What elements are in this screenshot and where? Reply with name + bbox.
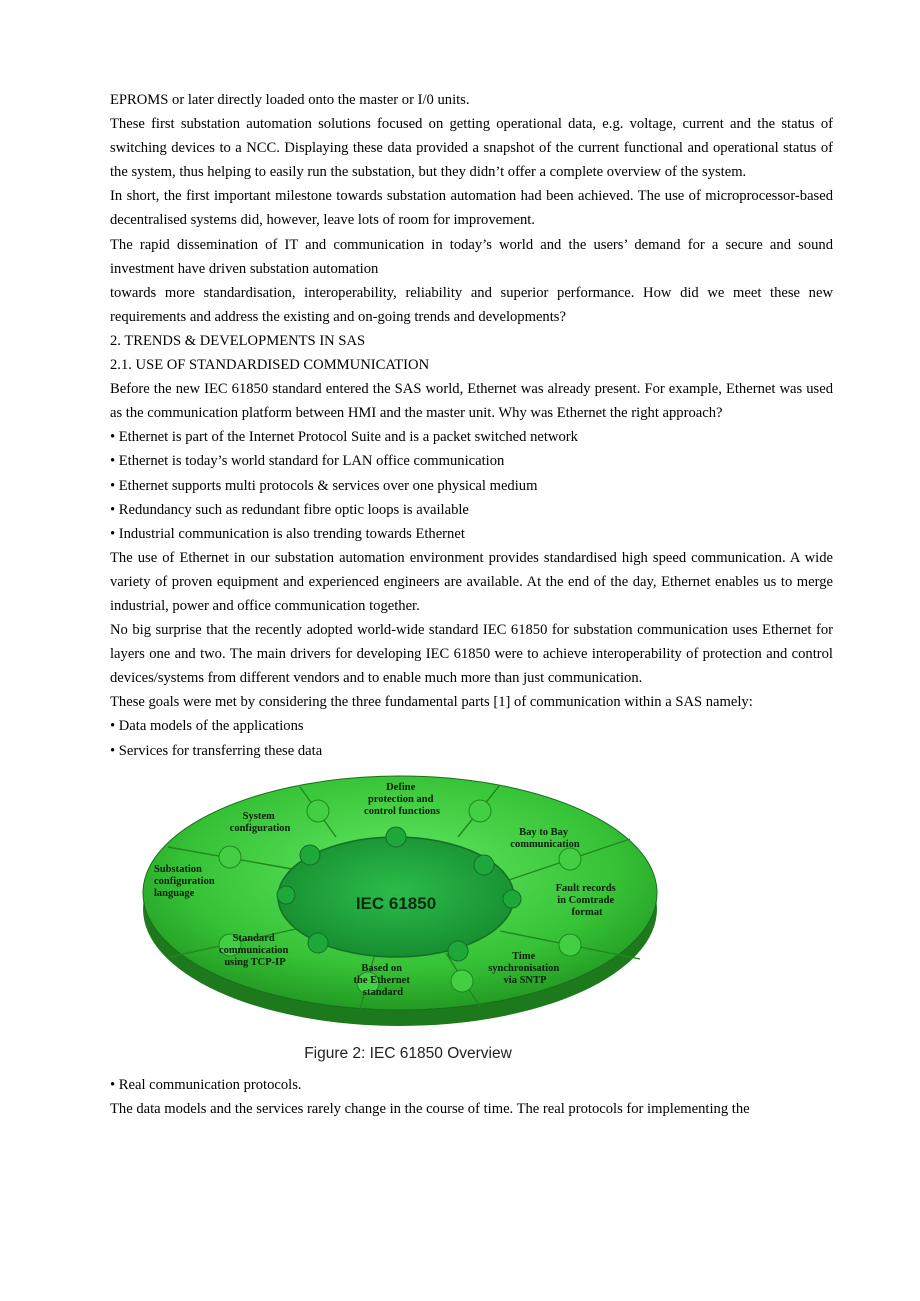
center-label: IEC 61850 — [355, 893, 437, 913]
paragraph: The rapid dissemination of IT and communication in today’s world and the users’ demand for a secure and sound investment have driven substation automation — [110, 236, 833, 277]
label-scl: Substation configuration language — [154, 863, 215, 899]
paragraph: In short, the first important milestone towards substation automation had been achieved. The use of microprocessor-based decentralised systems did, however, leave lots of room for improvement. — [110, 188, 833, 229]
figure-iec61850 — [110, 763, 833, 1073]
bullet-item: • Data models of the applications — [110, 718, 304, 735]
bullet-item: • Industrial communication is also trending towards Ethernet — [110, 525, 465, 542]
bullet-item: • Ethernet is today’s world standard for LAN office communication — [110, 453, 505, 470]
bullet-item: • Ethernet supports multi protocols & services over one physical medium — [110, 477, 538, 494]
paragraph: No big surprise that the recently adopted world-wide standard IEC 61850 for substation communication uses Ethernet for layers one and two. The main drivers for developing IEC 61850 were to achieve interoperability of protection and control devices/systems from different vendors and to enable much more than just communication. — [110, 622, 833, 687]
label-tcpip: Standard communication using TCP-IP — [218, 932, 289, 968]
paragraph: These goals were met by considering the three fundamental parts [1] of communication within a SAS namely: — [110, 694, 753, 711]
paragraph: These first substation automation solutions focused on getting operational data, e.g. voltage, current and the status of switching devices to a NCC. Displaying these data provided a snapshot of the current functional and operational status of the system, thus helping to easily run the substation, but they didn’t offer a complete overview of the system. — [110, 116, 833, 181]
label-bay-to-bay: Bay to Bay communication — [510, 826, 580, 850]
document-page — [110, 88, 833, 1121]
section-heading: 2. TRENDS & DEVELOPMENTS IN SAS — [110, 332, 366, 349]
figure-caption: Figure 2: IEC 61850 Overview — [304, 1044, 512, 1062]
bullet-item: • Services for transferring these data — [110, 742, 323, 759]
bullet-item: • Real communication protocols. — [110, 1076, 302, 1093]
paragraph: Before the new IEC 61850 standard entered the SAS world, Ethernet was already present. For example, Ethernet was used as the communication platform between HMI and the master unit. Why was Ethernet the right approach? — [110, 381, 833, 422]
paragraph: The data models and the services rarely change in the course of time. The real protocols for implementing the — [110, 1100, 750, 1117]
label-sntp: Time synchronisation via SNTP — [488, 950, 560, 986]
label-define: Define protection and control functions — [364, 781, 440, 817]
puzzle-diagram — [140, 769, 660, 1034]
label-fault-records: Fault records in Comtrade format — [555, 882, 616, 918]
bullet-item: • Ethernet is part of the Internet Protocol Suite and is a packet switched network — [110, 429, 578, 446]
paragraph: towards more standardisation, interoperability, reliability and superior performance. How did we meet these new requirements and address the existing and on-going trends and developments? — [110, 284, 833, 325]
subsection-heading: 2.1. USE OF STANDARDISED COMMUNICATION — [110, 357, 430, 374]
paragraph: The use of Ethernet in our substation automation environment provides standardised high speed communication. A wide variety of proven equipment and experienced engineers are available. At the end of the day, Ethernet enables us to merge industrial, power and office communication together. — [110, 549, 833, 614]
label-system-configuration: System configuration — [229, 810, 291, 834]
label-ethernet: Based on the Ethernet standard — [353, 962, 410, 998]
bullet-item: • Redundancy such as redundant fibre optic loops is available — [110, 501, 469, 518]
paragraph: EPROMS or later directly loaded onto the master or I/0 units. — [110, 92, 470, 108]
